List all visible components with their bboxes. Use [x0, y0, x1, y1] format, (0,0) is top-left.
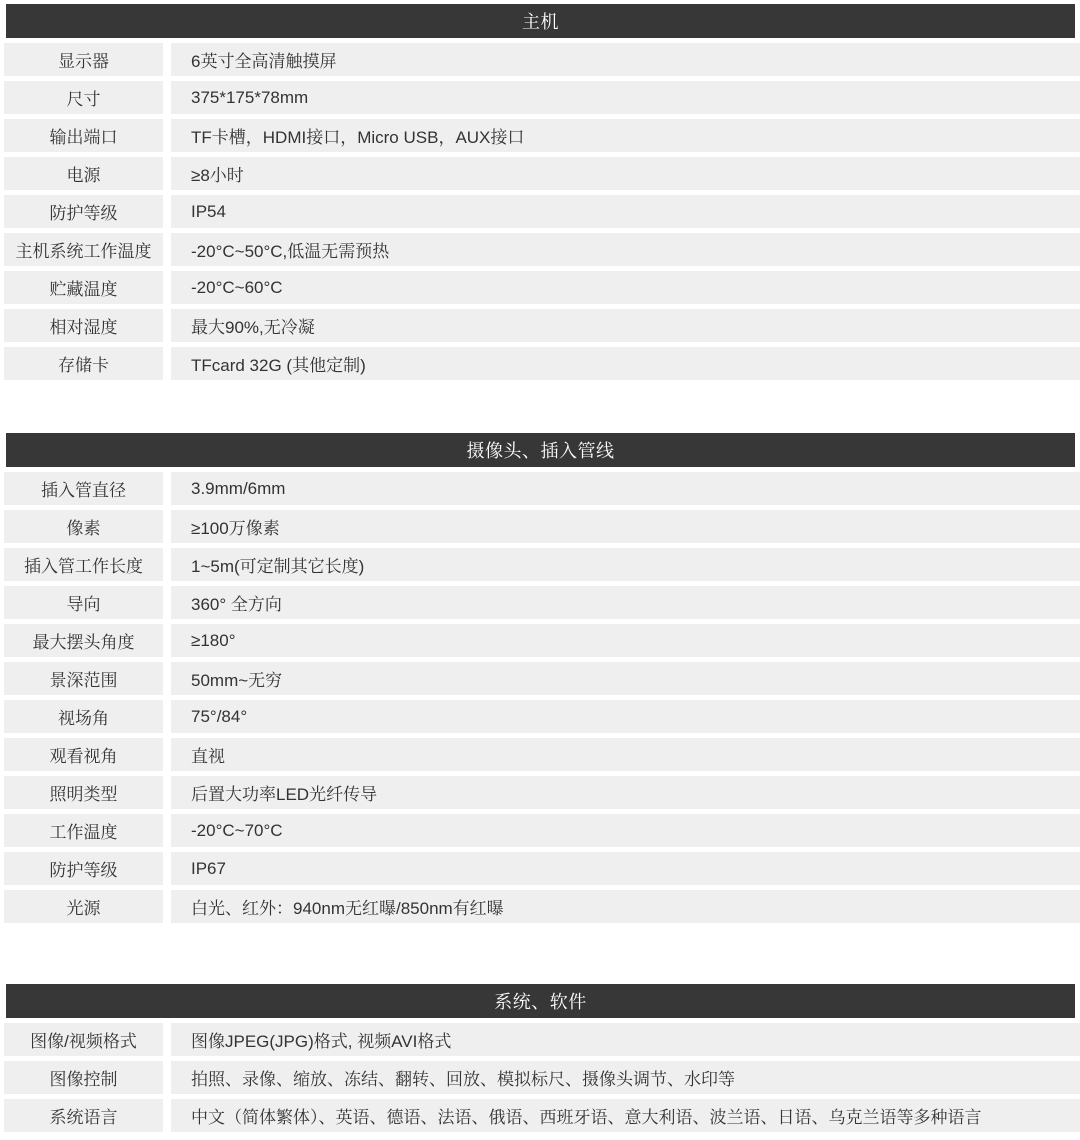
table-title-bar — [6, 433, 1075, 467]
table-rows — [0, 1023, 1080, 1132]
column-divider — [163, 814, 171, 847]
spec-label: 尺寸 — [4, 81, 163, 114]
column-divider — [163, 510, 171, 543]
column-divider — [163, 776, 171, 809]
table-row — [0, 624, 1080, 657]
spec-sheet — [0, 4, 1080, 1140]
table-row — [0, 119, 1080, 152]
spec-value: 375*175*78mm — [171, 81, 1080, 114]
table-row — [0, 1061, 1080, 1094]
table-title-bar — [6, 4, 1075, 38]
column-divider — [163, 548, 171, 581]
spec-table — [0, 433, 1080, 923]
column-divider — [163, 662, 171, 695]
spec-table — [0, 984, 1080, 1132]
spec-label: 导向 — [4, 586, 163, 619]
table-row — [0, 233, 1080, 266]
column-divider — [163, 309, 171, 342]
table-row — [0, 738, 1080, 771]
spec-label: 存储卡 — [4, 347, 163, 380]
spec-value: 拍照、录像、缩放、冻结、翻转、回放、模拟标尺、摄像头调节、水印等 — [171, 1061, 1080, 1094]
column-divider — [163, 852, 171, 885]
spec-label: 图像控制 — [4, 1061, 163, 1094]
spec-value: 直视 — [171, 738, 1080, 771]
column-divider — [163, 1061, 171, 1094]
spec-label: 插入管直径 — [4, 472, 163, 505]
column-divider — [163, 347, 171, 380]
column-divider — [163, 586, 171, 619]
table-row — [0, 271, 1080, 304]
table-title: 系统、软件 — [494, 992, 587, 1012]
table-row — [0, 662, 1080, 695]
spec-value: 3.9mm/6mm — [171, 472, 1080, 505]
spec-value: ≥180° — [171, 624, 1080, 657]
table-row — [0, 81, 1080, 114]
table-row — [0, 472, 1080, 505]
column-divider — [163, 271, 171, 304]
spec-value: 最大90%,无冷凝 — [171, 309, 1080, 342]
column-divider — [163, 738, 171, 771]
spec-value: 1~5m(可定制其它长度) — [171, 548, 1080, 581]
spec-value: 白光、红外：940nm无红曝/850nm有红曝 — [171, 890, 1080, 923]
table-row — [0, 510, 1080, 543]
spec-value: 后置大功率LED光纤传导 — [171, 776, 1080, 809]
spec-value: IP67 — [171, 852, 1080, 885]
spec-label: 显示器 — [4, 43, 163, 76]
table-row — [0, 548, 1080, 581]
spec-label: 防护等级 — [4, 852, 163, 885]
table-row — [0, 700, 1080, 733]
table-row — [0, 776, 1080, 809]
table-row — [0, 1099, 1080, 1132]
table-row — [0, 1023, 1080, 1056]
spec-value: TFcard 32G (其他定制) — [171, 347, 1080, 380]
spec-value: -20°C~50°C,低温无需预热 — [171, 233, 1080, 266]
spec-value: ≥8小时 — [171, 157, 1080, 190]
spec-label: 主机系统工作温度 — [4, 233, 163, 266]
spec-value: TF卡槽，HDMI接口，Micro USB，AUX接口 — [171, 119, 1080, 152]
column-divider — [163, 157, 171, 190]
column-divider — [163, 700, 171, 733]
spec-label: 贮藏温度 — [4, 271, 163, 304]
table-rows — [0, 472, 1080, 923]
table-row — [0, 814, 1080, 847]
spec-value: 75°/84° — [171, 700, 1080, 733]
table-row — [0, 852, 1080, 885]
table-title-bar — [6, 984, 1075, 1018]
spec-value: -20°C~70°C — [171, 814, 1080, 847]
table-row — [0, 586, 1080, 619]
spec-value: 中文（简体繁体）、英语、德语、法语、俄语、西班牙语、意大利语、波兰语、日语、乌克兰语等多种语言 — [171, 1099, 1080, 1132]
spec-value: -20°C~60°C — [171, 271, 1080, 304]
spec-value: IP54 — [171, 195, 1080, 228]
spec-label: 系统语言 — [4, 1099, 163, 1132]
spec-label: 图像/视频格式 — [4, 1023, 163, 1056]
column-divider — [163, 81, 171, 114]
table-row — [0, 347, 1080, 380]
column-divider — [163, 1099, 171, 1132]
spec-label: 插入管工作长度 — [4, 548, 163, 581]
spec-label: 相对湿度 — [4, 309, 163, 342]
table-row — [0, 43, 1080, 76]
spec-label: 防护等级 — [4, 195, 163, 228]
spec-value: ≥100万像素 — [171, 510, 1080, 543]
spec-label: 视场角 — [4, 700, 163, 733]
table-title: 主机 — [522, 12, 559, 32]
spec-value: 图像JPEG(JPG)格式, 视频AVI格式 — [171, 1023, 1080, 1056]
column-divider — [163, 233, 171, 266]
spec-label: 电源 — [4, 157, 163, 190]
column-divider — [163, 1023, 171, 1056]
column-divider — [163, 624, 171, 657]
spec-value: 360° 全方向 — [171, 586, 1080, 619]
spec-label: 观看视角 — [4, 738, 163, 771]
spec-label: 工作温度 — [4, 814, 163, 847]
column-divider — [163, 472, 171, 505]
spec-table — [0, 4, 1080, 380]
spec-label: 光源 — [4, 890, 163, 923]
column-divider — [163, 890, 171, 923]
spec-label: 输出端口 — [4, 119, 163, 152]
table-title: 摄像头、插入管线 — [466, 441, 615, 461]
spec-value: 50mm~无穷 — [171, 662, 1080, 695]
table-row — [0, 309, 1080, 342]
table-row — [0, 195, 1080, 228]
spec-label: 照明类型 — [4, 776, 163, 809]
spec-value: 6英寸全高清触摸屏 — [171, 43, 1080, 76]
spec-label: 景深范围 — [4, 662, 163, 695]
table-rows — [0, 43, 1080, 380]
table-row — [0, 157, 1080, 190]
column-divider — [163, 119, 171, 152]
spec-label: 像素 — [4, 510, 163, 543]
spec-label: 最大摆头角度 — [4, 624, 163, 657]
table-row — [0, 890, 1080, 923]
column-divider — [163, 195, 171, 228]
column-divider — [163, 43, 171, 76]
